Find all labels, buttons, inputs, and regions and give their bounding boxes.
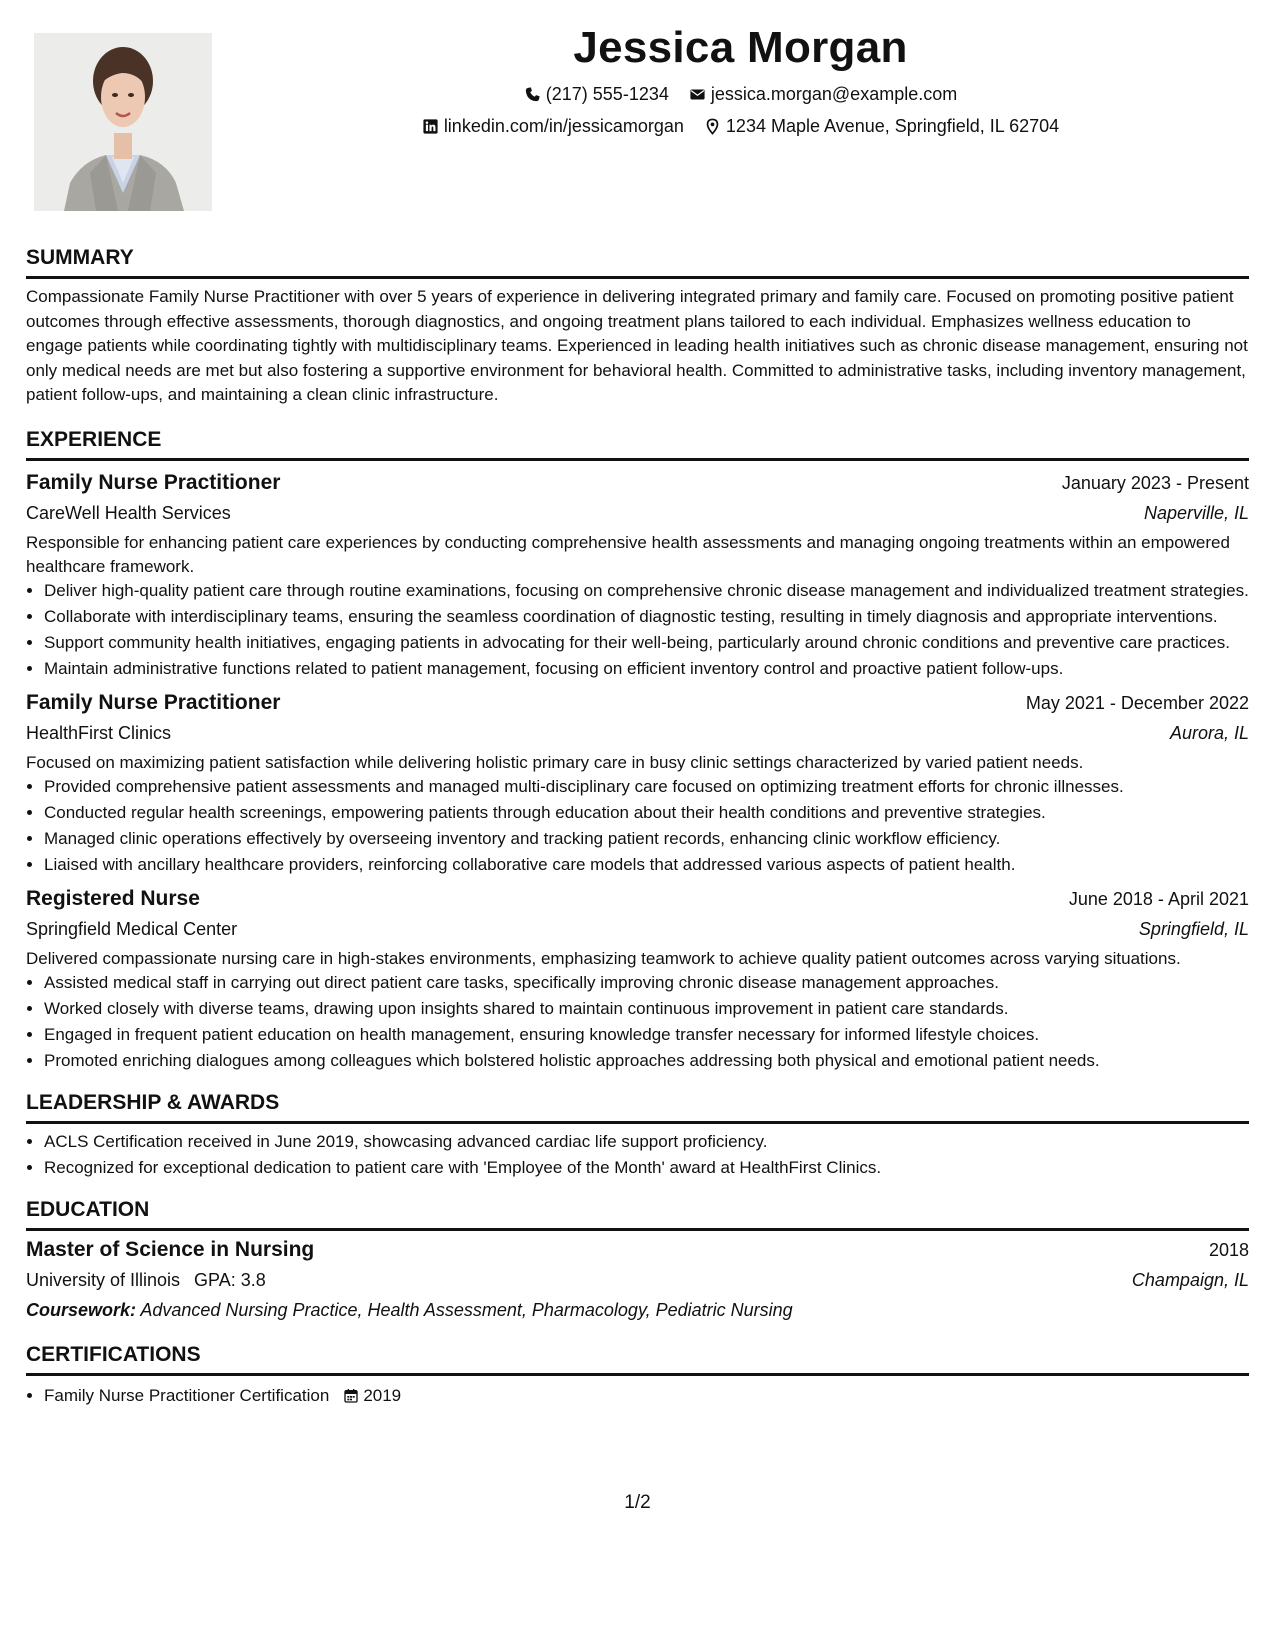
page-number: 1/2 xyxy=(624,1492,651,1513)
job-description: Responsible for enhancing patient care experiences by conducting comprehensive health assessments and managing ongoing treatments within an empowered healthcare framework. xyxy=(26,532,1230,576)
job-company: CareWell Health Services xyxy=(26,502,231,523)
profile-photo xyxy=(34,33,212,211)
certifications-section xyxy=(26,1341,1249,1408)
job-title: Registered Nurse xyxy=(26,886,200,910)
school-name: University of Illinois xyxy=(26,1269,181,1290)
certifications-heading: CERTIFICATIONS xyxy=(26,1341,1249,1376)
school-location: Champaign, IL xyxy=(1131,1269,1249,1290)
bullet-item: • Maintain administrative functions related to patient management, focusing on efficient inventory control and proactive patient follow-ups. xyxy=(44,657,1249,681)
bullet-item: • Collaborate with interdisciplinary teams, ensuring the seamless coordination of diagnostic testing, resulting in timely diagnosis and appropriate interventions. xyxy=(44,605,1249,629)
job-bullets xyxy=(26,775,1249,877)
certification-item xyxy=(44,1384,1249,1408)
job-entry xyxy=(26,884,1249,1073)
certification-name: • Family Nurse Practitioner Certification xyxy=(44,1385,330,1405)
leadership-section xyxy=(26,1089,1249,1180)
job-entry xyxy=(26,688,1249,877)
linkedin-contact xyxy=(422,110,684,142)
contact-line-2 xyxy=(240,110,1241,142)
bullet-item: • Conducted regular health screenings, empowering patients through education about their health conditions and preventive strategies. xyxy=(44,801,1249,825)
certification-date xyxy=(343,1384,401,1408)
email-address[interactable]: jessica.morgan@example.com xyxy=(710,84,958,104)
job-location: Springfield, IL xyxy=(1138,918,1249,939)
portrait-illustration xyxy=(34,33,212,211)
bullet-item: • Deliver high-quality patient care through routine examinations, focusing on comprehensive chronic disease management and individualized treatment strategies. xyxy=(44,579,1249,603)
bullet-item: • Recognized for exceptional dedication to patient care with 'Employee of the Month' award at HealthFirst Clinics. xyxy=(44,1156,1249,1180)
summary-section xyxy=(26,244,1249,408)
summary-text: Compassionate Family Nurse Practitioner with over 5 years of experience in delivering integrated primary and family care. Focused on promoting positive patient outcomes through effective assessments, thorough diagnostics, and ongoing treatment plans tailored to each individual. Emphasizes wellness education to engage patients while coordinating tightly with multidisciplinary teams. Experienced in leading health initiatives such as chronic disease management, ensuring not only medical needs are met but also fostering a supportive environment for behavioral health. Committed to administrative tasks, including inventory management, patient follow-ups, and maintaining a clean clinic infrastructure. xyxy=(26,287,1248,404)
resume-header xyxy=(240,18,1241,142)
phone-number[interactable]: (217) 555-1234 xyxy=(545,84,669,104)
experience-section xyxy=(26,426,1249,1073)
email-contact xyxy=(689,78,957,110)
phone-contact xyxy=(524,78,669,110)
job-description: Delivered compassionate nursing care in high-stakes environments, emphasizing teamwork to achieve quality patient outcomes across varying situations. xyxy=(26,948,1181,968)
calendar-icon xyxy=(343,1388,359,1404)
bullet-item: • Promoted enriching dialogues among colleagues which bolstered holistic approaches addressing both physical and emotional patient needs. xyxy=(44,1049,1249,1073)
bullet-item: • Worked closely with diverse teams, drawing upon insights shared to maintain continuous improvement in patient care standards. xyxy=(44,997,1249,1021)
contact-line-1 xyxy=(240,78,1241,110)
street-address: 1234 Maple Avenue, Springfield, IL 62704 xyxy=(725,116,1060,136)
coursework-list: Advanced Nursing Practice, Health Assessment, Pharmacology, Pediatric Nursing xyxy=(140,1299,793,1320)
job-company: HealthFirst Clinics xyxy=(26,722,172,743)
job-location: Naperville, IL xyxy=(1143,502,1249,523)
coursework-line xyxy=(26,1295,1249,1325)
job-location: Aurora, IL xyxy=(1169,722,1249,743)
job-dates: June 2018 - April 2021 xyxy=(1068,888,1249,909)
resume-body xyxy=(26,244,1249,1416)
graduation-year: 2018 xyxy=(1208,1239,1249,1260)
bullet-item: • Support community health initiatives, engaging patients in advocating for their well-being, particularly around chronic conditions and preventive care practices. xyxy=(44,631,1249,655)
coursework-label: Coursework: xyxy=(26,1299,137,1320)
summary-heading: SUMMARY xyxy=(26,244,1249,279)
certification-list xyxy=(26,1384,1249,1408)
degree-name: Master of Science in Nursing xyxy=(26,1237,315,1261)
bullet-item: • Managed clinic operations effectively by overseeing inventory and tracking patient records, enhancing clinic workflow efficiency. xyxy=(44,827,1249,851)
map-pin-icon xyxy=(704,118,721,135)
job-description: Focused on maximizing patient satisfaction while delivering holistic primary care in busy clinic settings characterized by varied patient needs. xyxy=(26,752,1084,772)
job-entry xyxy=(26,468,1249,681)
candidate-name: Jessica Morgan xyxy=(573,23,908,72)
leadership-bullets xyxy=(26,1130,1249,1180)
bullet-item: • Engaged in frequent patient education on health management, ensuring knowledge transfer necessary for informed lifestyle choices. xyxy=(44,1023,1249,1047)
envelope-icon xyxy=(689,86,706,103)
school-line xyxy=(26,1266,266,1294)
leadership-heading: LEADERSHIP & AWARDS xyxy=(26,1089,1249,1124)
address-contact xyxy=(704,110,1059,142)
phone-icon xyxy=(524,86,541,103)
linkedin-url[interactable]: linkedin.com/in/jessicamorgan xyxy=(443,116,684,136)
linkedin-icon xyxy=(422,118,439,135)
job-title: Family Nurse Practitioner xyxy=(26,690,281,714)
job-dates: May 2021 - December 2022 xyxy=(1025,692,1249,713)
bullet-item: • Assisted medical staff in carrying out direct patient care tasks, specifically improving chronic disease management approaches. xyxy=(44,971,1249,995)
certification-year: 2019 xyxy=(363,1385,402,1405)
job-dates: January 2023 - Present xyxy=(1061,472,1249,493)
bullet-item: • ACLS Certification received in June 2019, showcasing advanced cardiac life support proficiency. xyxy=(44,1130,1249,1154)
education-section xyxy=(26,1196,1249,1325)
job-bullets xyxy=(26,971,1249,1073)
bullet-item: • Provided comprehensive patient assessments and managed multi-disciplinary care focused on optimizing treatment efforts for chronic illnesses. xyxy=(44,775,1249,799)
bullet-item: • Liaised with ancillary healthcare providers, reinforcing collaborative care models that addressed various aspects of patient health. xyxy=(44,853,1249,877)
job-company: Springfield Medical Center xyxy=(26,918,238,939)
experience-heading: EXPERIENCE xyxy=(26,426,1249,461)
gpa: GPA: 3.8 xyxy=(194,1269,266,1290)
job-bullets xyxy=(26,579,1249,681)
job-title: Family Nurse Practitioner xyxy=(26,470,281,494)
education-heading: EDUCATION xyxy=(26,1196,1249,1231)
